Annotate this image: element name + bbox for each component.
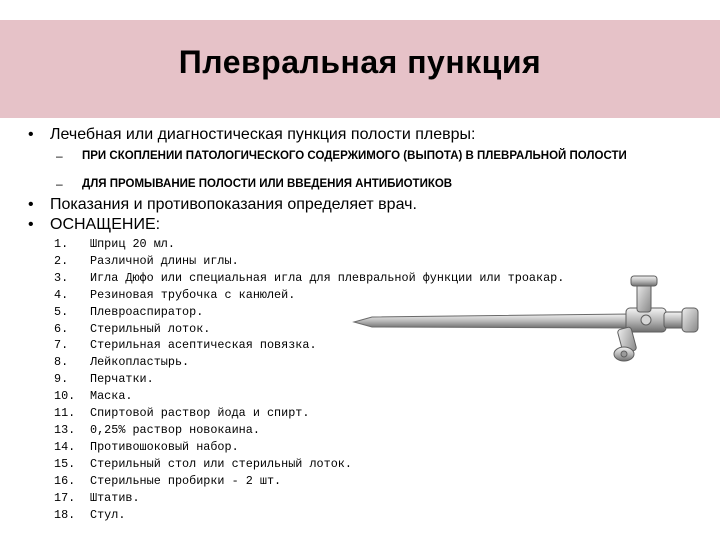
- bullet-marker: •: [28, 216, 34, 233]
- equipment-item-number: 10.: [54, 389, 76, 404]
- equipment-item-number: 9.: [54, 372, 69, 387]
- equipment-item-text: Стул.: [90, 507, 126, 522]
- sub-bullet-marker: –: [56, 177, 63, 191]
- equipment-item-number: 16.: [54, 473, 76, 488]
- bullet-marker: •: [28, 196, 34, 213]
- equipment-item-number: 3.: [54, 270, 69, 285]
- equipment-list-item: [54, 388, 564, 405]
- equipment-list-item: [54, 422, 564, 439]
- equipment-item-number: 17.: [54, 490, 76, 505]
- equipment-item-number: 4.: [54, 287, 69, 302]
- equipment-item-text: Спиртовой раствор йода и спирт.: [90, 406, 310, 421]
- equipment-list-item: [54, 490, 564, 507]
- equipment-item-text: Штатив.: [90, 490, 140, 505]
- pleural-puncture-needle-icon: [350, 272, 706, 368]
- sub-item-lavage: ДЛЯ ПРОМЫВАНИЕ ПОЛОСТИ ИЛИ ВВЕДЕНИЯ АНТИБИОТИКОВ: [82, 178, 453, 190]
- equipment-list-item: [54, 405, 564, 422]
- equipment-item-text: 0,25% раствор новокаина.: [90, 422, 260, 437]
- equipment-item-text: Стерильный стол или стерильный лоток.: [90, 456, 352, 471]
- equipment-item-text: Стерильный лоток.: [90, 321, 211, 336]
- equipment-list-item: [54, 439, 564, 456]
- equipment-item-number: 5.: [54, 304, 69, 319]
- bullet-marker: •: [28, 126, 34, 143]
- equipment-list-item: [54, 253, 564, 270]
- equipment-item-number: 11.: [54, 406, 76, 421]
- equipment-list-item: [54, 473, 564, 490]
- equipment-item-text: Шприц 20 мл.: [90, 237, 175, 251]
- sub-item-effusion: ПРИ СКОПЛЕНИИ ПАТОЛОГИЧЕСКОГО СОДЕРЖИМОГО (ВЫПОТА) В ПЛЕВРАЛЬНОЙ ПОЛОСТИ: [82, 150, 627, 162]
- equipment-item-number: 14.: [54, 439, 76, 454]
- equipment-item-text: Перчатки.: [90, 372, 154, 387]
- equipment-item-number: 7.: [54, 338, 69, 353]
- equipment-list-item: [54, 456, 564, 473]
- equipment-item-number: 1.: [54, 237, 69, 251]
- equipment-item-text: Резиновая трубочка с канюлей.: [90, 287, 296, 302]
- equipment-item-number: 15.: [54, 456, 76, 471]
- equipment-item-text: Маска.: [90, 389, 133, 404]
- bullet-text-indications: Показания и противопоказания определяет врач.: [50, 196, 417, 213]
- equipment-item-text: Плевроаспиратор.: [90, 304, 204, 319]
- equipment-list-item: [54, 507, 564, 524]
- sub-bullet-marker: –: [56, 149, 63, 163]
- equipment-item-number: 18.: [54, 507, 76, 522]
- bullet-text-puncture: Лечебная или диагностическая пункция полости плевры:: [50, 126, 476, 143]
- equipment-item-text: Стерильные пробирки - 2 шт.: [90, 473, 282, 488]
- equipment-item-text: Лейкопластырь.: [90, 355, 190, 370]
- equipment-item-number: 8.: [54, 355, 69, 370]
- equipment-item-text: Игла Дюфо или специальная игла для плевральной функции или троакар.: [90, 270, 565, 285]
- bullet-text-equipment: ОСНАЩЕНИЕ:: [50, 216, 161, 233]
- slide-title: Плевральная пункция: [178, 44, 542, 80]
- equipment-item-text: Стерильная асептическая повязка.: [90, 338, 317, 353]
- equipment-list-item: [54, 236, 564, 253]
- equipment-item-number: 6.: [54, 321, 69, 336]
- equipment-item-text: Различной длины иглы.: [90, 253, 239, 268]
- equipment-list-item: [54, 371, 564, 388]
- equipment-item-text: Противошоковый набор.: [90, 439, 239, 454]
- equipment-item-number: 2.: [54, 253, 69, 268]
- equipment-item-number: 13.: [54, 422, 76, 437]
